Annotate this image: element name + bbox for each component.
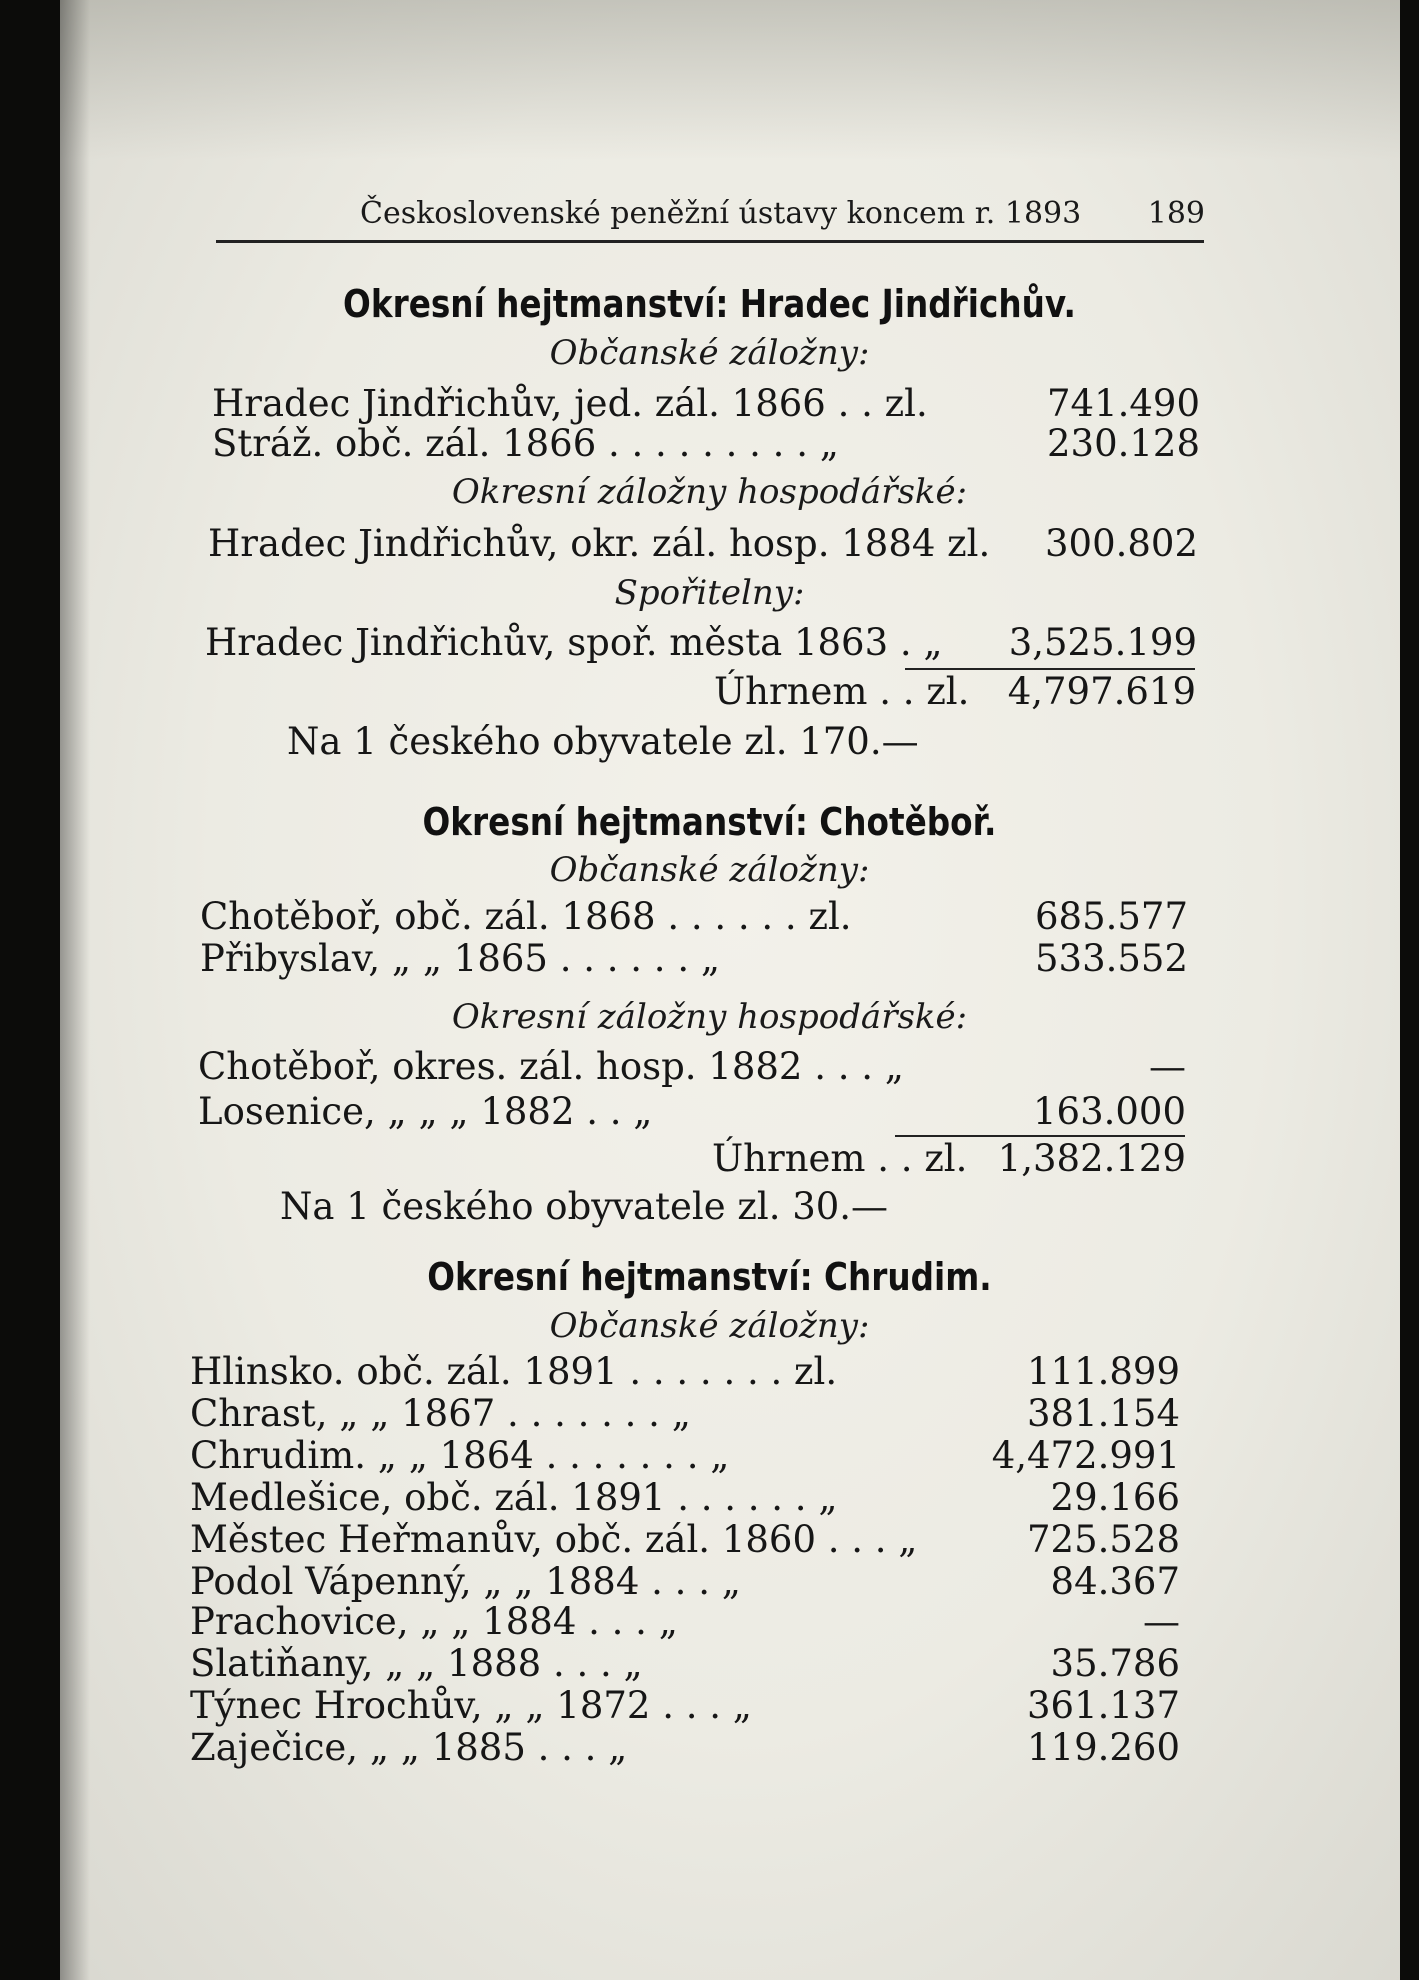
per-capita-note: Na 1 českého obyvatele zl. 170.— bbox=[287, 720, 919, 763]
entry-label: Hradec Jindřichův, spoř. města 1863 . „ bbox=[205, 621, 943, 664]
entry-amount: — bbox=[1143, 1600, 1180, 1643]
scan-gutter-shadow bbox=[60, 0, 90, 1980]
entry-label: Hradec Jindřichův, jed. zál. 1866 . . zl. bbox=[212, 382, 928, 425]
entry-label: Prachovice, „ „ 1884 . . . „ bbox=[190, 1600, 678, 1643]
entry-amount: 163.000 bbox=[1032, 1090, 1186, 1133]
entry-amount: 533.552 bbox=[1034, 937, 1188, 980]
entry-label: Podol Vápenný, „ „ 1884 . . . „ bbox=[190, 1560, 741, 1603]
entry-label: Chrast, „ „ 1867 . . . . . . . „ bbox=[190, 1392, 691, 1435]
entry-label: Medlešice, obč. zál. 1891 . . . . . . „ bbox=[190, 1476, 838, 1519]
total-amount: 1,382.129 bbox=[997, 1137, 1186, 1180]
entry-label: Chrudim. „ „ 1864 . . . . . . . „ bbox=[190, 1434, 730, 1477]
entry-label: Stráž. obč. zál. 1866 . . . . . . . . . „ bbox=[212, 422, 839, 465]
section-heading: Okresní hejtmanství: Chrudim. bbox=[427, 1255, 992, 1299]
page-number: 189 bbox=[1147, 196, 1205, 231]
entry-label: Hradec Jindřichův, okr. zál. hosp. 1884 zl. bbox=[208, 522, 991, 565]
entry-amount: 381.154 bbox=[1026, 1392, 1180, 1435]
group-subtitle: Okresní záložny hospodářské: bbox=[451, 997, 968, 1037]
running-header bbox=[360, 196, 1205, 240]
group-subtitle: Občanské záložny: bbox=[549, 850, 870, 890]
total-amount: 4,797.619 bbox=[1007, 670, 1196, 713]
entry-amount: 230.128 bbox=[1046, 422, 1200, 465]
entry-amount: 685.577 bbox=[1034, 895, 1188, 938]
entry-amount: 741.490 bbox=[1046, 382, 1200, 425]
group-subtitle: Spořitelny: bbox=[614, 573, 805, 613]
entry-amount: 35.786 bbox=[1050, 1642, 1180, 1685]
total-label: Úhrnem . . zl. bbox=[712, 1137, 968, 1180]
header-rule bbox=[216, 240, 1204, 243]
group-subtitle: Občanské záložny: bbox=[549, 1306, 870, 1346]
entry-amount: 300.802 bbox=[1044, 522, 1198, 565]
entry-amount: 3,525.199 bbox=[1008, 621, 1197, 664]
running-header-title: Československé peněžní ústavy koncem r. 1893 bbox=[360, 196, 1082, 231]
scan-border bbox=[1400, 0, 1419, 1980]
entry-label: Zaječice, „ „ 1885 . . . „ bbox=[190, 1726, 628, 1769]
group-subtitle: Občanské záložny: bbox=[549, 333, 870, 373]
entry-label: Losenice, „ „ „ 1882 . . „ bbox=[198, 1090, 653, 1133]
entry-label: Přibyslav, „ „ 1865 . . . . . . „ bbox=[200, 937, 721, 980]
entry-label: Slatiňany, „ „ 1888 . . . „ bbox=[190, 1642, 643, 1685]
total-label: Úhrnem . . zl. bbox=[714, 670, 970, 713]
entry-amount: 29.166 bbox=[1050, 1476, 1180, 1519]
section-heading: Okresní hejtmanství: Hradec Jindřichův. bbox=[343, 282, 1076, 326]
entry-label: Chotěboř, okres. zál. hosp. 1882 . . . „ bbox=[198, 1045, 904, 1088]
entry-amount: 361.137 bbox=[1026, 1684, 1180, 1727]
entry-amount: 725.528 bbox=[1026, 1518, 1180, 1561]
entry-amount: 4,472.991 bbox=[991, 1434, 1180, 1477]
entry-amount: 111.899 bbox=[1026, 1350, 1180, 1393]
group-subtitle: Okresní záložny hospodářské: bbox=[451, 472, 968, 512]
entry-label: Týnec Hrochův, „ „ 1872 . . . „ bbox=[190, 1684, 752, 1727]
entry-amount: 84.367 bbox=[1050, 1560, 1180, 1603]
scan-discoloration bbox=[60, 0, 1400, 160]
entry-amount: 119.260 bbox=[1026, 1726, 1180, 1769]
section-heading: Okresní hejtmanství: Chotěboř. bbox=[422, 800, 997, 844]
per-capita-note: Na 1 českého obyvatele zl. 30.— bbox=[280, 1185, 889, 1228]
entry-label: Městec Heřmanův, obč. zál. 1860 . . . „ bbox=[190, 1518, 918, 1561]
entry-label: Hlinsko. obč. zál. 1891 . . . . . . . zl. bbox=[190, 1350, 838, 1393]
entry-label: Chotěboř, obč. zál. 1868 . . . . . . zl. bbox=[200, 895, 852, 938]
entry-amount: — bbox=[1149, 1045, 1186, 1088]
